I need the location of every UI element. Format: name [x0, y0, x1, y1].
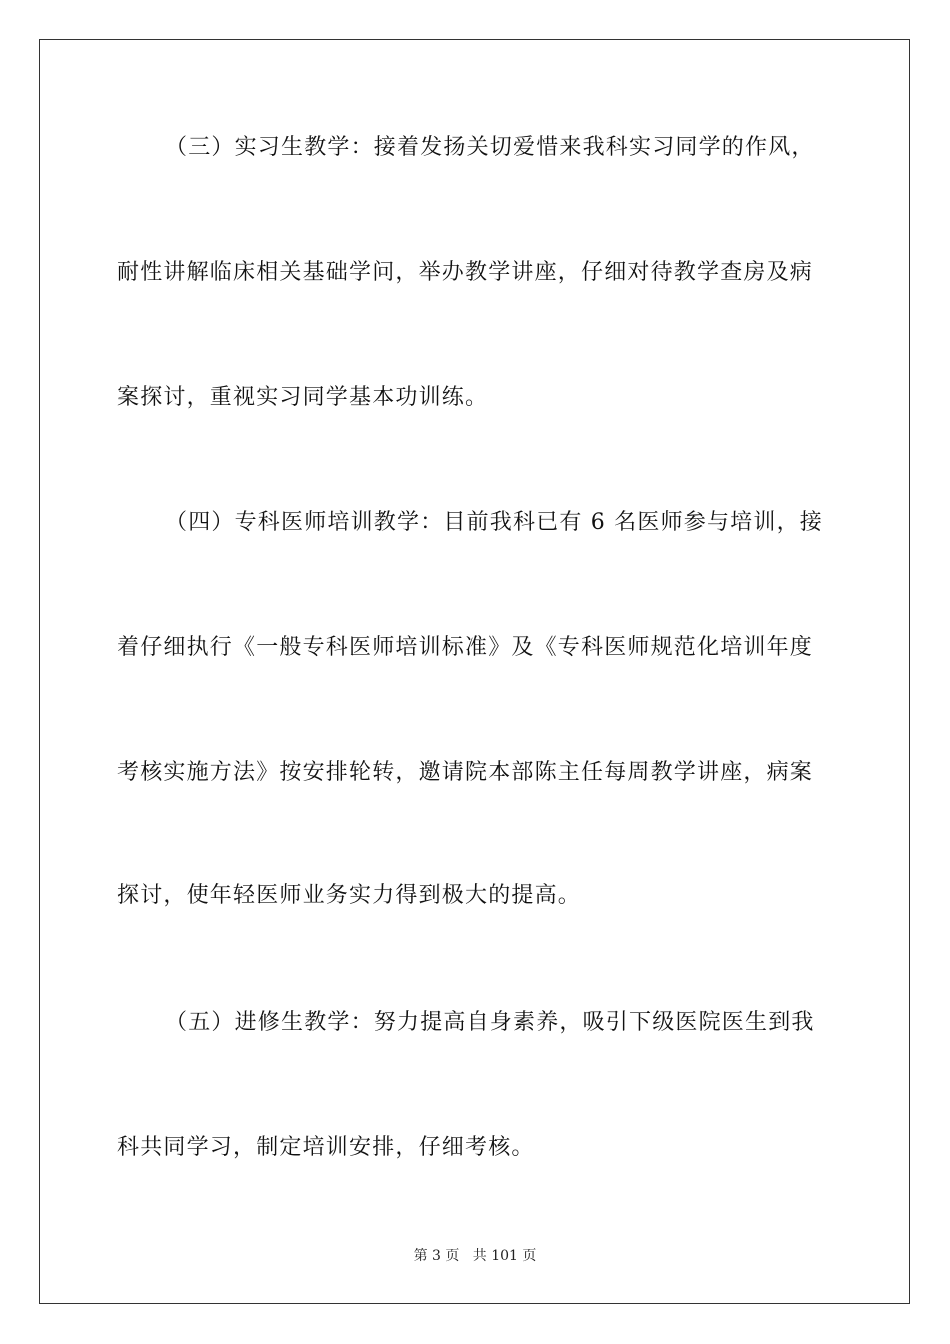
paragraph-line: 案探讨，重视实习同学基本功训练。	[117, 385, 489, 410]
paragraph-line: 考核实施方法》按安排轮转，邀请院本部陈主任每周教学讲座，病案	[117, 760, 814, 785]
paragraph-line: 探讨，使年轻医师业务实力得到极大的提高。	[117, 883, 582, 908]
page-border	[39, 39, 910, 1304]
page-number: 第 3 页	[413, 1248, 460, 1264]
page-footer	[0, 1247, 950, 1265]
paragraph-line: 着仔细执行《一般专科医师培训标准》及《专科医师规范化培训年度	[117, 635, 814, 660]
paragraph-line: （三）实习生教学：接着发扬关切爱惜来我科实习同学的作风，	[165, 135, 815, 160]
paragraph-line: 科共同学习，制定培训安排，仔细考核。	[117, 1135, 535, 1160]
paragraph-line: （五）进修生教学：努力提高自身素养，吸引下级医院医生到我	[165, 1010, 815, 1035]
paragraph-line: （四）专科医师培训教学：目前我科已有 6 名医师参与培训，接	[165, 510, 823, 535]
paragraph-line: 耐性讲解临床相关基础学问，举办教学讲座，仔细对待教学查房及病	[117, 260, 814, 285]
page-total: 共 101 页	[472, 1248, 537, 1264]
